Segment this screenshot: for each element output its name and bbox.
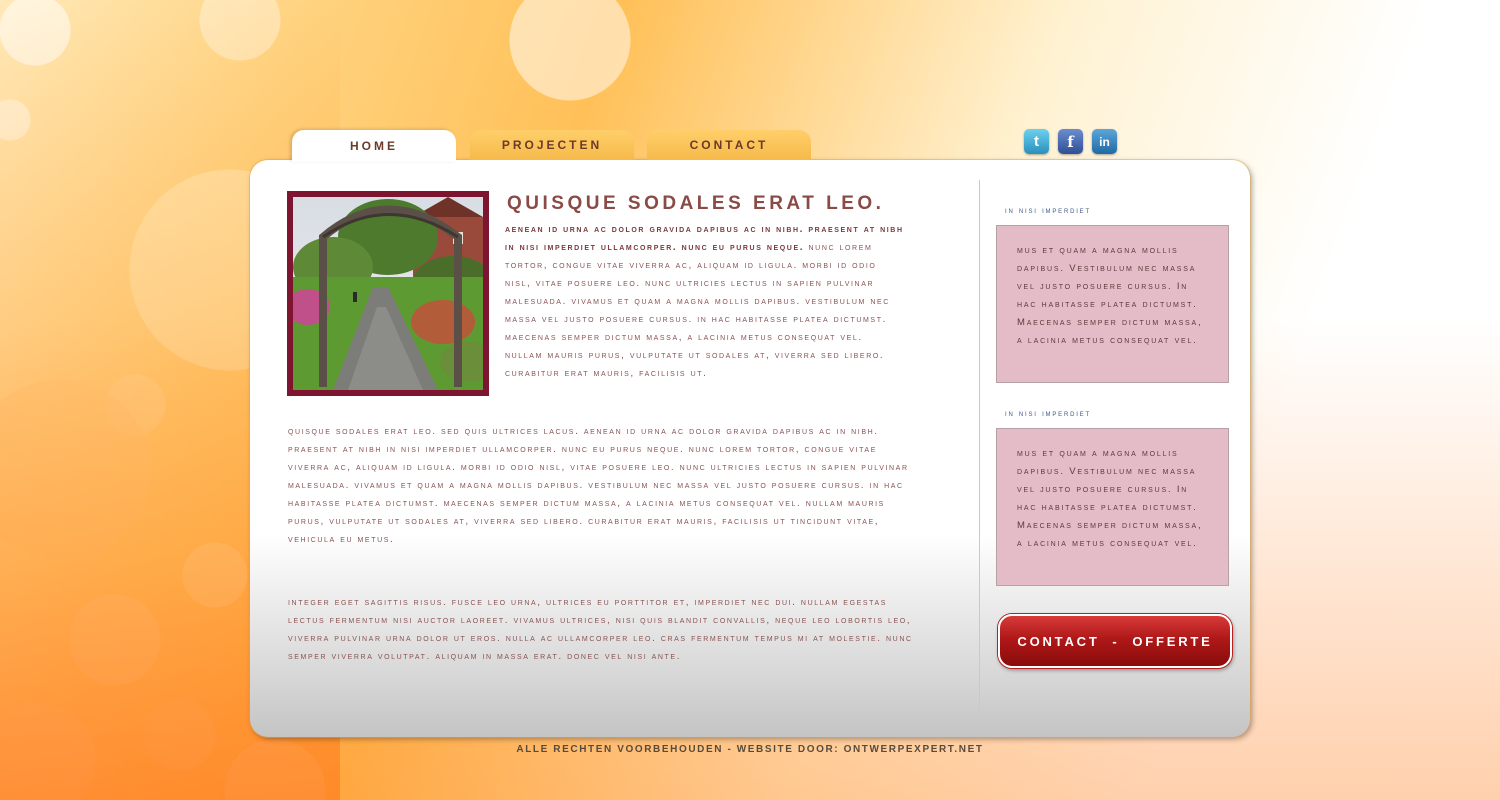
tab-home[interactable]: HOME <box>292 130 456 162</box>
intro-paragraph <box>505 221 905 383</box>
sidebar-heading-2: in nisi imperdiet <box>1005 408 1091 418</box>
garden-photo <box>287 191 489 396</box>
twitter-icon[interactable]: t <box>1024 129 1049 154</box>
social-links <box>1024 129 1117 154</box>
body-paragraph-2: quisque sodales erat leo. sed quis ultrices lacus. aenean id urna ac dolor gravida dapibus ac in nibh. praesent at nibh in nisi imperdiet ullamcorper. nunc eu purus neque. nunc lorem tortor, congue vitae viverra ac, aliquam id ligula. morbi id odio nisl, vitae posuere leo. nunc ultricies lectus in sapien pulvinar malesuada. vivamus et quam a magna mollis dapibus. vestibulum nec massa vel justo posuere cursus. in hac habitasse platea dictumst. maecenas semper dictum massa, a lacinia metus consequat vel. nullam mauris purus, vulputate ut sodales at, viverra sed libero. curabitur erat mauris, facilisis ut tincidunt vitae, vehicula eu metus. <box>288 426 909 545</box>
sidebar-heading-1: in nisi imperdiet <box>1005 205 1091 215</box>
linkedin-icon[interactable]: in <box>1092 129 1117 154</box>
facebook-icon[interactable]: f <box>1058 129 1083 154</box>
main-navigation <box>292 130 811 162</box>
content-panel <box>250 160 1250 737</box>
contact-offerte-button[interactable]: CONTACT - OFFERTE <box>998 614 1232 668</box>
body-paragraph-3: integer eget sagittis risus. fusce leo urna, ultrices eu porttitor et, imperdiet nec dui. nullam egestas lectus fermentum nisi auctor laoreet. vivamus ultrices, nisi quis blandit convallis, neque leo lobortis leo, viverra pulvinar urna dolor ut eros. nulla ac ullamcorper leo. cras fermentum tempus mi at molestie. nunc semper viverra volutpat. aliquam in massa erat. donec vel nisi ante. <box>288 597 913 662</box>
intro-bold-text: aenean id urna ac dolor gravida dapibus ac in nibh. praesent at nibh in nisi imperdiet ullamcorper. nunc eu purus neque. <box>505 224 904 253</box>
sidebar-box-1: mus et quam a magna mollis dapibus. Vestibulum nec massa vel justo posuere cursus. In hac habitasse platea dictumst. Maecenas semper dictum massa, a lacinia metus consequat vel. <box>996 225 1229 383</box>
tab-contact[interactable]: CONTACT <box>647 130 811 160</box>
intro-text: nunc lorem tortor, congue vitae viverra ac, aliquam id ligula. morbi id odio nisl, vitae posuere leo. nunc ultricies lectus in sapien pulvinar malesuada. vivamus et quam a magna mollis dapibus. vestibulum nec massa vel justo posuere cursus. in hac habitasse platea dictumst. maecenas semper dictum massa, a lacinia metus consequat vel. nullam mauris purus, vulputate ut sodales at, viverra sed libero. curabitur erat mauris, facilisis ut. <box>505 242 890 379</box>
sidebar-box-2: mus et quam a magna mollis dapibus. Vestibulum nec massa vel justo posuere cursus. In hac habitasse platea dictumst. Maecenas semper dictum massa, a lacinia metus consequat vel. <box>996 428 1229 586</box>
page-title: QUISQUE SODALES ERAT LEO. <box>507 193 885 214</box>
column-divider <box>979 180 980 722</box>
footer-credits: ALLE RECHTEN VOORBEHOUDEN - WEBSITE DOOR: ONTWERPEXPERT.NET <box>516 744 984 755</box>
garden-path-image <box>293 197 483 390</box>
tab-projecten[interactable]: PROJECTEN <box>470 130 634 160</box>
